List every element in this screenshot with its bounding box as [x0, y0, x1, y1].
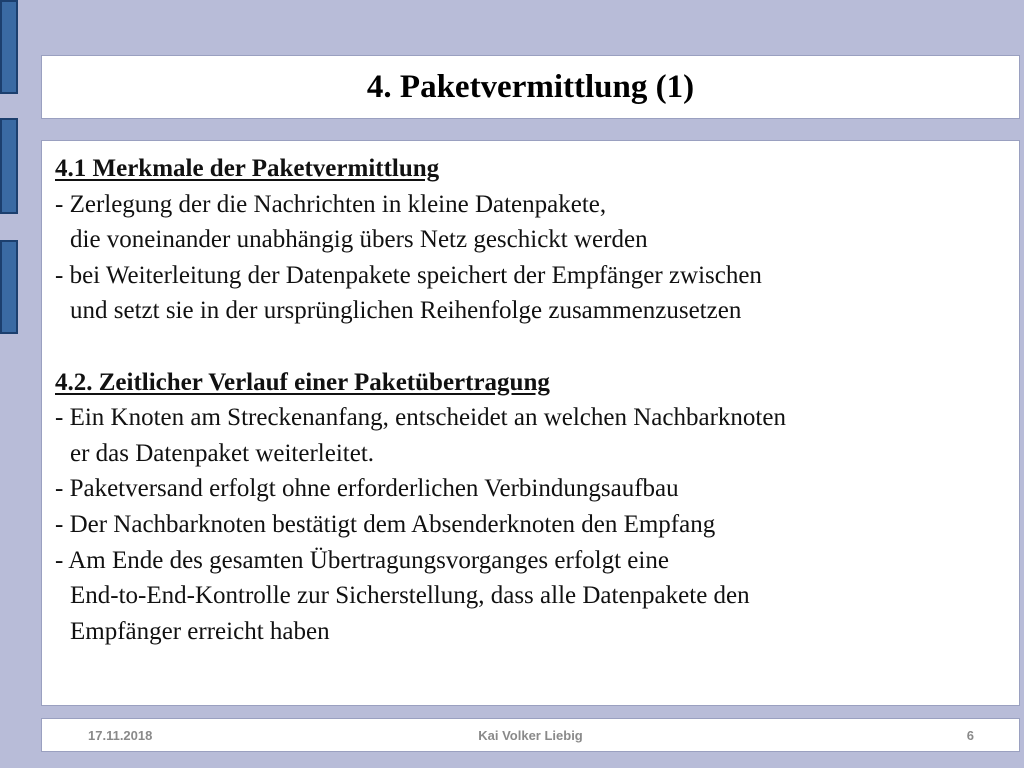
body-line: er das Datenpaket weiterleitet. [70, 439, 375, 467]
body-line: - Der Nachbarknoten bestätigt dem Absenderknoten den Empfang [55, 510, 716, 538]
side-bar-bottom [0, 240, 18, 334]
section-heading: 4.2. Zeitlicher Verlauf einer Paketübertragung [55, 368, 550, 396]
body-line: - Am Ende des gesamten Übertragungsvorganges erfolgt eine [55, 546, 669, 574]
footer-date: 17.11.2018 [88, 728, 153, 743]
footer-author: Kai Volker Liebig [478, 728, 583, 743]
section-spacer [55, 329, 1019, 365]
body-line: - bei Weiterleitung der Datenpakete speichert der Empfänger zwischen [55, 261, 762, 289]
side-bar-top [0, 0, 18, 94]
side-bar-middle [0, 118, 18, 214]
body-line: und setzt sie in der ursprünglichen Reihenfolge zusammenzusetzen [70, 297, 742, 325]
slide-content [41, 140, 1020, 706]
body-line: Empfänger erreicht haben [70, 617, 330, 645]
section-heading: 4.1 Merkmale der Paketvermittlung [55, 155, 440, 182]
body-line: - Zerlegung der die Nachrichten in kleine Datenpakete, [55, 190, 607, 218]
slide-footer [41, 718, 1020, 752]
body-line: die voneinander unabhängig übers Netz geschickt werden [70, 226, 648, 254]
slide-title: 4. Paketvermittlung (1) [366, 68, 695, 105]
body-line: - Paketversand erfolgt ohne erforderlichen Verbindungsaufbau [55, 475, 679, 503]
footer-page-number: 6 [966, 728, 974, 743]
slide-title-box [41, 55, 1020, 119]
body-line: - Ein Knoten am Streckenanfang, entscheidet an welchen Nachbarknoten [55, 404, 786, 432]
body-line: End-to-End-Kontrolle zur Sicherstellung, dass alle Datenpakete den [70, 582, 750, 610]
